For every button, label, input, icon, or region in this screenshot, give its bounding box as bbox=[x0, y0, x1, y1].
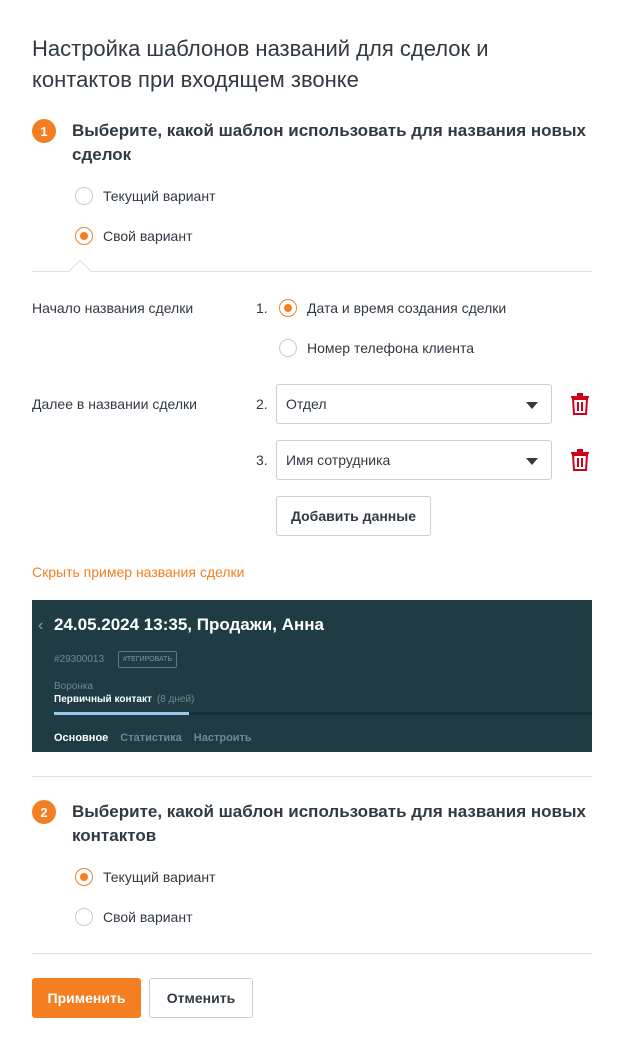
step-1-badge: 1 bbox=[32, 119, 56, 143]
deal-next-label: Далее в названии сделки bbox=[32, 396, 197, 412]
radio-label: Текущий вариант bbox=[103, 869, 216, 885]
section-divider bbox=[32, 776, 592, 777]
add-data-button[interactable]: Добавить данные bbox=[276, 496, 431, 536]
cancel-button[interactable]: Отменить bbox=[149, 978, 253, 1018]
hide-preview-link[interactable]: Скрыть пример названия сделки bbox=[32, 564, 245, 580]
employee-name-select[interactable] bbox=[276, 440, 552, 480]
page-title: Настройка шаблонов названий для сделок и контактов при входящем звонке bbox=[32, 36, 489, 92]
radio-button[interactable] bbox=[75, 187, 93, 205]
preview-funnel-label: Воронка bbox=[54, 681, 94, 692]
radio-button[interactable] bbox=[75, 868, 93, 886]
preview-progress-fill bbox=[54, 712, 189, 715]
preview-tag-button: #ТЕГИРОВАТЬ bbox=[118, 651, 177, 668]
preview-progress-track bbox=[54, 712, 592, 715]
step-1-text: Выберите, какой шаблон использовать для названия новых сделок bbox=[72, 121, 586, 164]
preview-tab-stats: Статистика bbox=[120, 732, 182, 744]
radio-button[interactable] bbox=[279, 339, 297, 357]
step-1-header bbox=[32, 119, 592, 167]
radio-button[interactable] bbox=[75, 227, 93, 245]
divider-notch bbox=[69, 260, 92, 283]
radio-label: Дата и время создания сделки bbox=[307, 300, 507, 316]
radio-label: Номер телефона клиента bbox=[307, 340, 475, 356]
select-value: Имя сотрудника bbox=[286, 452, 391, 468]
trash-icon[interactable] bbox=[570, 449, 590, 471]
row-number: 3. bbox=[256, 452, 268, 468]
caret-down-icon bbox=[526, 458, 538, 465]
radio-label: Свой вариант bbox=[103, 909, 193, 925]
caret-down-icon bbox=[526, 402, 538, 409]
chevron-left-icon: ‹ bbox=[38, 617, 44, 634]
contact-template-custom-option[interactable] bbox=[75, 908, 193, 926]
section-divider bbox=[32, 953, 592, 954]
contact-template-current-option[interactable] bbox=[75, 868, 216, 886]
preview-tabs bbox=[54, 732, 252, 744]
trash-icon[interactable] bbox=[570, 393, 590, 415]
select-value: Отдел bbox=[286, 396, 327, 412]
preview-stage-days: (8 дней) bbox=[156, 694, 195, 705]
department-select[interactable] bbox=[276, 384, 552, 424]
preview-stage-name: Первичный контакт bbox=[54, 694, 152, 705]
step-2-text: Выберите, какой шаблон использовать для названия новых контактов bbox=[72, 802, 586, 845]
row-number: 1. bbox=[256, 300, 268, 316]
preview-deal-id: #29300013 bbox=[54, 654, 105, 665]
step-2-header bbox=[32, 800, 592, 848]
radio-label: Свой вариант bbox=[103, 228, 193, 244]
section-divider bbox=[32, 271, 592, 272]
apply-button[interactable]: Применить bbox=[32, 978, 141, 1018]
preview-tab-main: Основное bbox=[54, 732, 109, 744]
start-datetime-option[interactable] bbox=[279, 299, 506, 317]
step-2-badge: 2 bbox=[32, 800, 56, 824]
row-number: 2. bbox=[256, 396, 268, 412]
radio-button[interactable] bbox=[75, 908, 93, 926]
preview-tab-settings: Настроить bbox=[193, 732, 252, 744]
preview-deal-title: 24.05.2024 13:35, Продажи, Анна bbox=[54, 615, 324, 634]
deal-name-preview bbox=[32, 600, 592, 752]
preview-stage bbox=[54, 694, 194, 705]
radio-button[interactable] bbox=[279, 299, 297, 317]
deal-template-current-option[interactable] bbox=[75, 187, 216, 205]
deal-template-custom-option[interactable] bbox=[75, 227, 193, 245]
start-phone-option[interactable] bbox=[279, 339, 474, 357]
deal-start-label: Начало названия сделки bbox=[32, 300, 194, 316]
radio-label: Текущий вариант bbox=[103, 188, 216, 204]
